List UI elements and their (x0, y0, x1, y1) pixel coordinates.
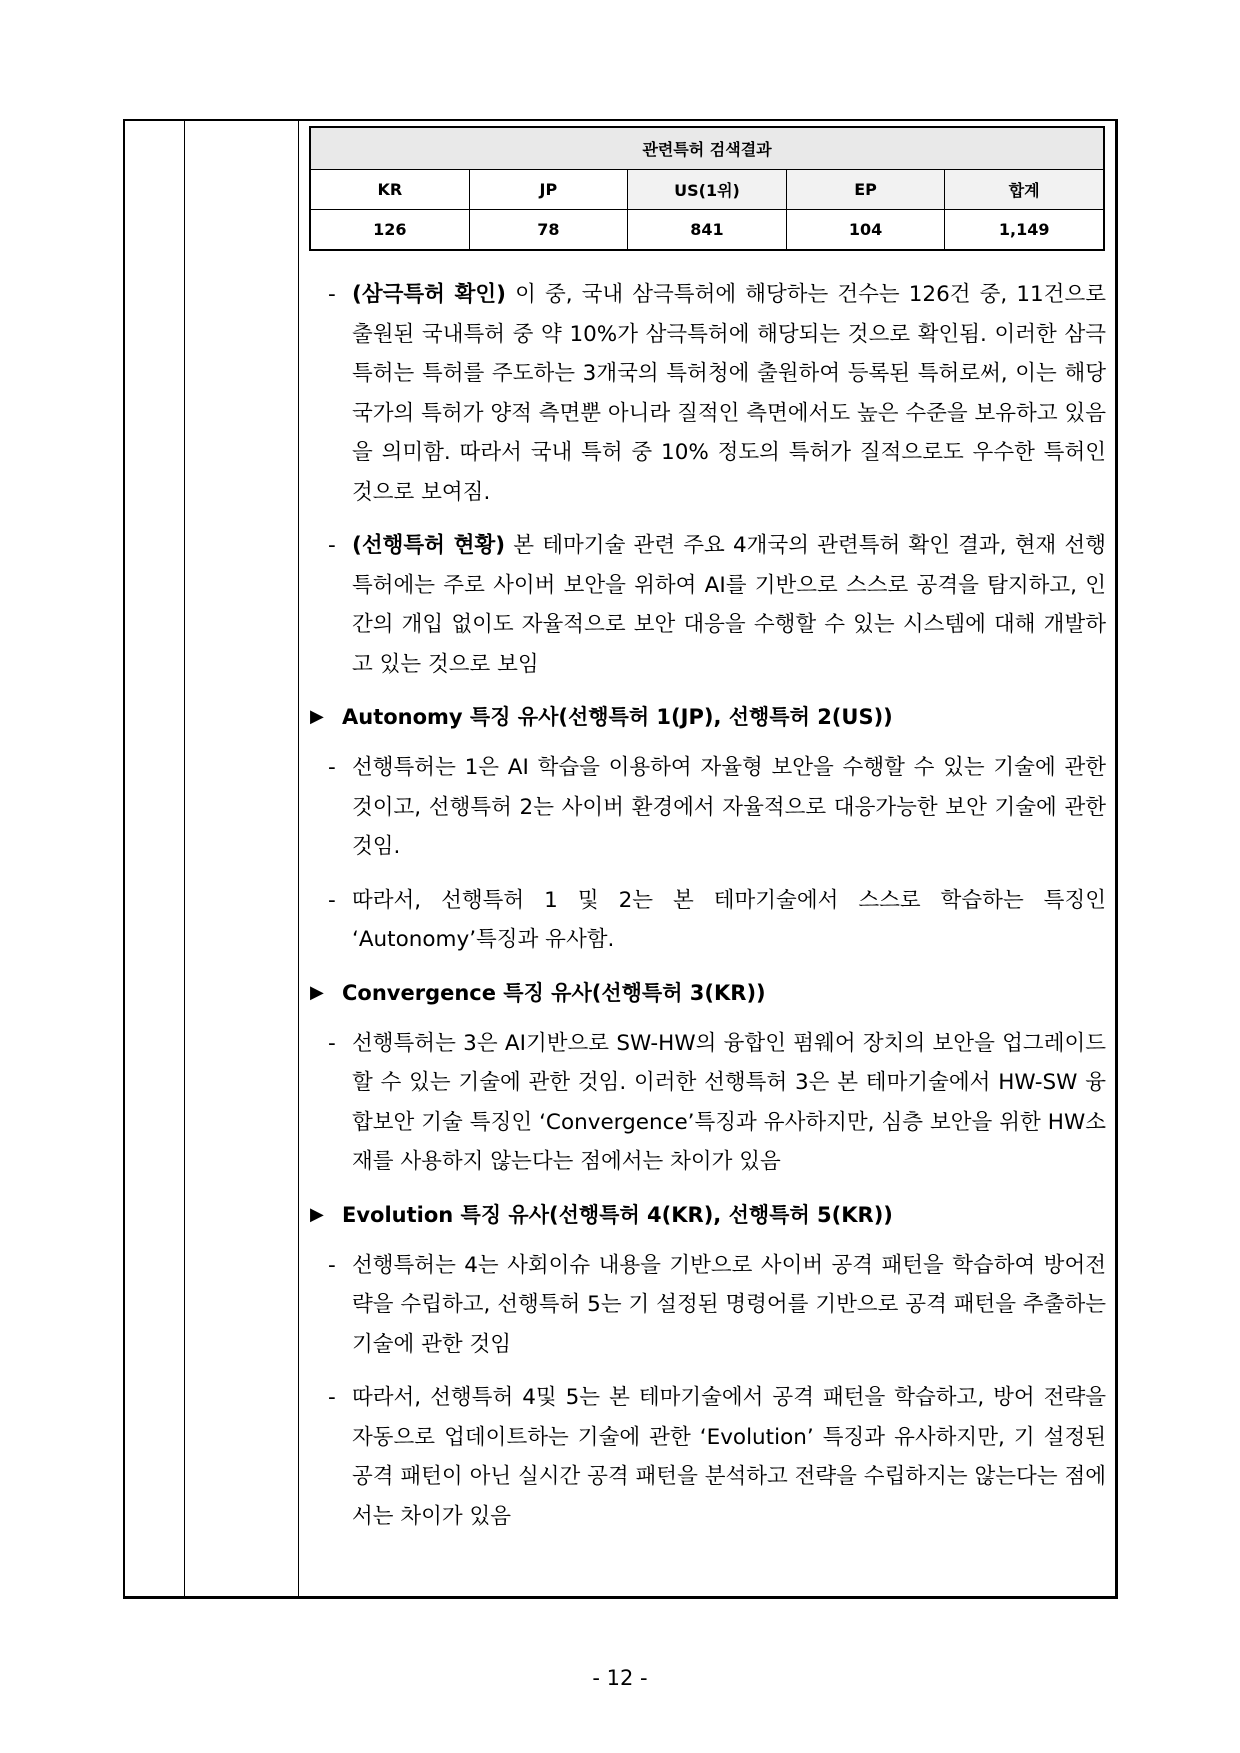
paragraph-convergence (310, 1024, 1110, 1182)
heading-convergence (310, 974, 1110, 1012)
paragraph-text: 선행특허는 4는 사회이슈 내용을 기반으로 사이버 공격 패턴을 학습하여 방어전략을 수립하고, 선행특허 5는 기 설정된 명령어를 기반으로 공격 패턴을 추출하는 기술에 관한 것임 (352, 1252, 1106, 1357)
paragraph-autonomy-1 (310, 748, 1110, 867)
header-total: 합계 (945, 170, 1104, 210)
value-kr: 126 (311, 210, 470, 250)
dash-marker: - (328, 887, 336, 913)
dash-marker: - (328, 1385, 336, 1410)
dash-marker: - (328, 755, 336, 780)
column-divider-2 (298, 121, 299, 1596)
table-title: 관련특허 검색결과 (311, 128, 1104, 170)
paragraph-text: 본 테마기술 관련 주요 4개국의 관련특허 확인 결과, 현재 선행특허에는 주로 사이버 보안을 위하여 AI를 기반으로 스스로 공격을 탐지하고, 인간의 개입 없이도 자율적으로 보안 대응을 수행할 수 있는 시스템에 대해 개발하고 있는 것으로 보임 (352, 533, 1106, 677)
dash-marker: - (328, 1030, 336, 1056)
paragraph-text: 이 중, 국내 삼극특허에 해당하는 건수는 126건 중, 11건으로 출원된 국내특허 중 약 10%가 삼극특허에 해당되는 것으로 확인됨. 이러한 삼극특허는 특허를 주도하는 3개국의 특허청에 출원하여 등록된 특허로써, 이는 해당국가의 특허가 양적 측면뿐 아니라 질적인 측면에서도 높은 수준을 보유하고 있음을 의미함. 따라서 국내 특허 중 10% 정도의 특허가 질적으로도 우수한 특허인 것으로 보여짐. (352, 282, 1106, 505)
heading-text: Evolution 특징 유사(선행특허 4(KR), 선행특허 5(KR)) (342, 1202, 893, 1227)
column-divider-1 (184, 121, 185, 1596)
value-total: 1,149 (945, 210, 1104, 250)
paragraph-label: (삼극특허 확인) (352, 282, 507, 307)
body-content (310, 275, 1110, 1550)
paragraph-evolution-2 (310, 1378, 1110, 1536)
header-us: US(1위) (628, 170, 787, 210)
paragraph-text: 선행특허는 1은 AI 학습을 이용하여 자율형 보안을 수행할 수 있는 기술에 관한 것이고, 선행특허 2는 사이버 환경에서 자율적으로 대응가능한 보안 기술에 관한 것임. (352, 755, 1106, 859)
dash-marker: - (328, 282, 336, 307)
paragraph-autonomy-2 (310, 881, 1110, 960)
value-us: 841 (628, 210, 787, 250)
value-ep: 104 (786, 210, 945, 250)
heading-text: Autonomy 특징 유사(선행특허 1(JP), 선행특허 2(US)) (342, 705, 893, 729)
paragraph-text: 따라서, 선행특허 4및 5는 본 테마기술에서 공격 패턴을 학습하고, 방어 전략을 자동으로 업데이트하는 기술에 관한 ‘Evolution’ 특징과 유사하지만, 기 설정된 공격 패턴이 아닌 실시간 공격 패턴을 분석하고 전략을 수립하지는 않는다는 점에서는 차이가 있음 (352, 1385, 1106, 1529)
heading-evolution (310, 1196, 1110, 1234)
paragraph-label: (선행특허 현황) (352, 533, 506, 558)
paragraph-evolution-1 (310, 1246, 1110, 1365)
paragraph-text: 따라서, 선행특허 1 및 2는 본 테마기술에서 스스로 학습하는 특징인 ‘Autonomy’특징과 유사함. (352, 887, 1106, 952)
value-jp: 78 (469, 210, 628, 250)
paragraph-triadic-patents (310, 275, 1110, 512)
patent-search-results-table (310, 127, 1104, 250)
header-ep: EP (786, 170, 945, 210)
header-jp: JP (469, 170, 628, 210)
header-kr: KR (311, 170, 470, 210)
heading-autonomy (310, 698, 1110, 736)
triangle-bullet-icon: ▶ (310, 706, 324, 727)
dash-marker: - (328, 533, 336, 558)
page-number: - 12 - (592, 1666, 648, 1690)
heading-text: Convergence 특징 유사(선행특허 3(KR)) (342, 980, 766, 1005)
triangle-bullet-icon: ▶ (310, 1203, 324, 1225)
paragraph-prior-patents (310, 526, 1110, 684)
triangle-bullet-icon: ▶ (310, 981, 324, 1003)
paragraph-text: 선행특허는 3은 AI기반으로 SW-HW의 융합인 펌웨어 장치의 보안을 업그레이드할 수 있는 기술에 관한 것임. 이러한 선행특허 3은 본 테마기술에서 HW-SW 융합보안 기술 특징인 ‘Convergence’특징과 유사하지만, 심층 보안을 위한 HW소재를 사용하지 않는다는 점에서는 차이가 있음 (352, 1030, 1106, 1174)
dash-marker: - (328, 1252, 336, 1278)
